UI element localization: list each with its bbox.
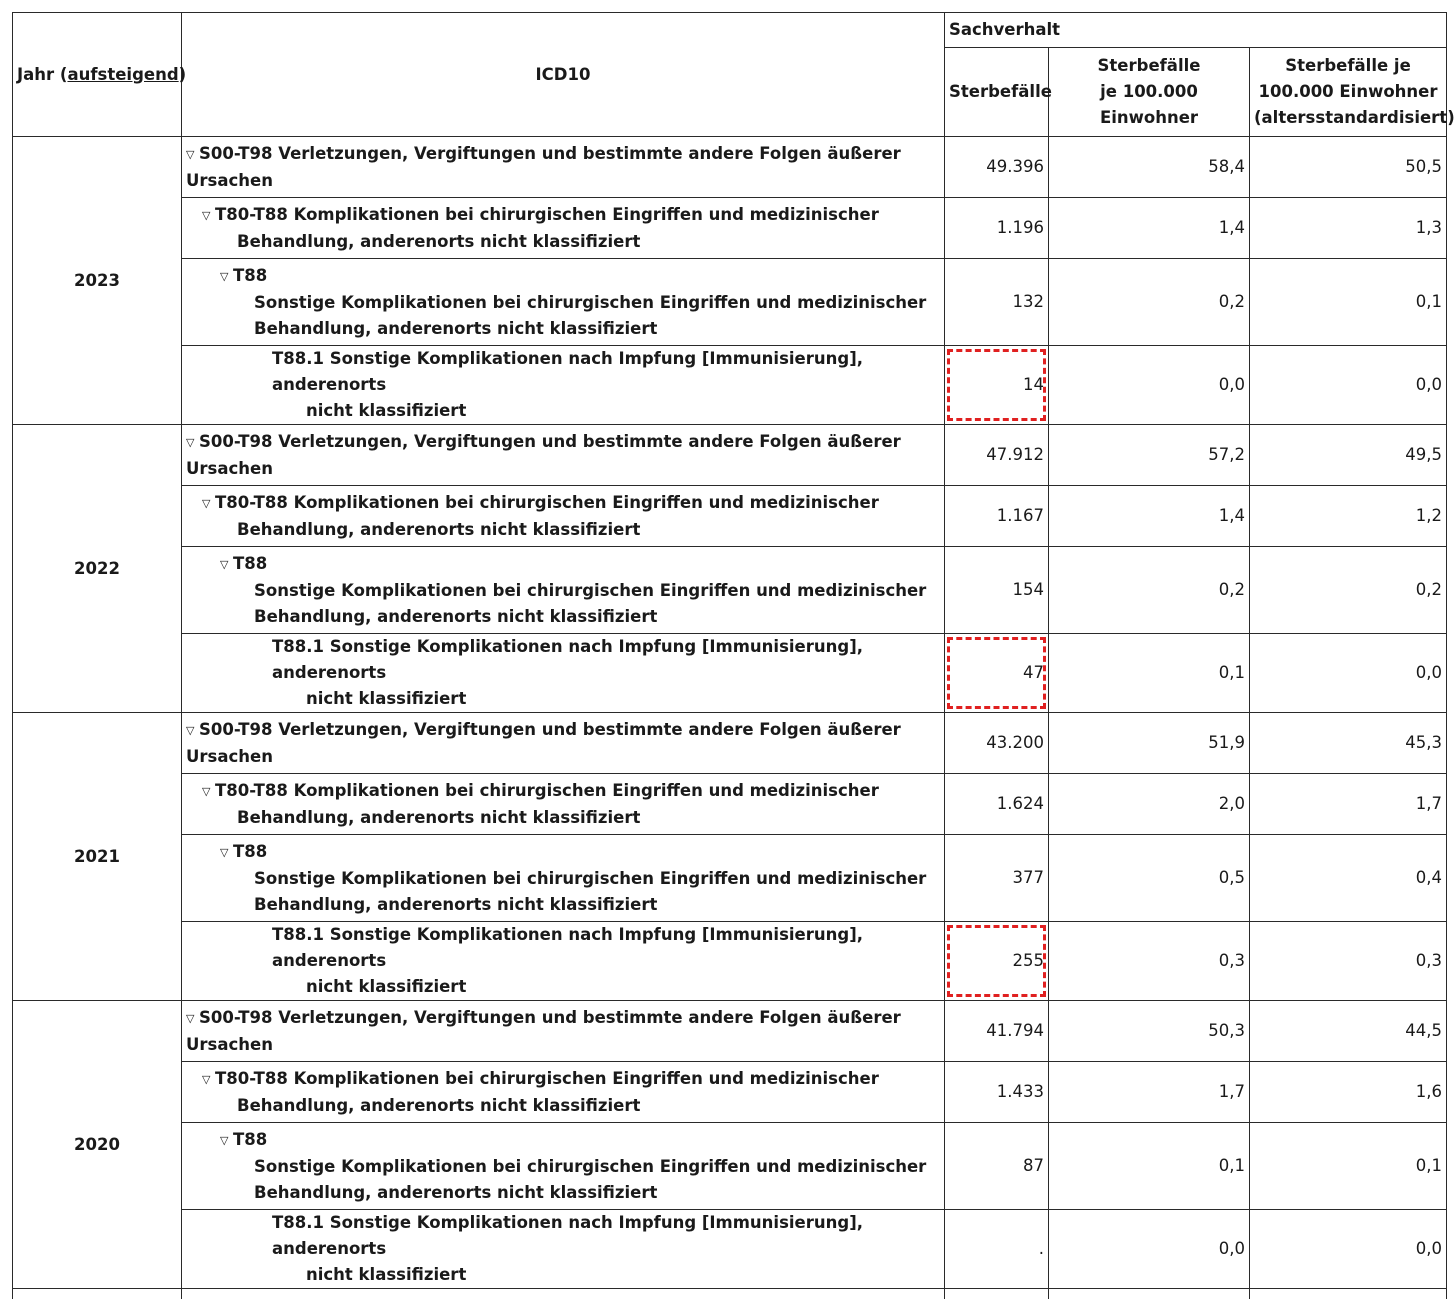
deaths-cell: 1.433 (945, 1062, 1049, 1123)
icd-s00-t98-label: ▽ S00-T98 Verletzungen, Vergiftungen und bestimmte andere Folgen äußerer Ursachen (182, 713, 945, 774)
data-table (12, 12, 1447, 1299)
deaths-cell: 154 (945, 547, 1049, 634)
rate-cell: 2,0 (1049, 774, 1250, 835)
rate-cell: 57,2 (1049, 425, 1250, 486)
rate-cell: 51,9 (1049, 713, 1250, 774)
agestd-rate-cell: 0,0 (1250, 1210, 1447, 1289)
deaths-cell: 377 (945, 835, 1049, 922)
rate-cell: 0,2 (1049, 259, 1250, 346)
rate-cell: 0,1 (1049, 634, 1250, 713)
table-row (13, 1001, 1447, 1062)
icd-t88-label: ▽ T88 Sonstige Komplikationen bei chirurgischen Eingriffen und medizinischer Behandlung, anderenorts nicht klassifiziert (182, 835, 945, 922)
empty-cell (1049, 1289, 1250, 1299)
icd-column-header: ICD10 (182, 13, 945, 137)
icd-t80-t88-label: ▽ T80-T88 Komplikationen bei chirurgischen Eingriffen und medizinischer Behandlung, anderenorts nicht klassifiziert (182, 198, 945, 259)
deaths-cell: 1.624 (945, 774, 1049, 835)
table-row (13, 835, 1447, 922)
year-cell: 2022 (13, 425, 182, 713)
sort-ascending-link[interactable]: aufsteigend (67, 65, 178, 84)
deaths-cell: . (945, 1210, 1049, 1289)
agestd-rate-cell: 0,0 (1250, 634, 1447, 713)
chevron-down-icon[interactable]: ▽ (202, 203, 214, 229)
table-row (13, 547, 1447, 634)
agestd-rate-cell: 1,6 (1250, 1062, 1447, 1123)
deaths-cell: 47 (945, 634, 1049, 713)
table-row (13, 713, 1447, 774)
icd-s00-t98-label: ▽ S00-T98 Verletzungen, Vergiftungen und bestimmte andere Folgen äußerer Ursachen (182, 1001, 945, 1062)
deaths-cell: 41.794 (945, 1001, 1049, 1062)
table-body (13, 137, 1447, 1299)
table-row (13, 259, 1447, 346)
rate-cell: 1,7 (1049, 1062, 1250, 1123)
rate-cell: 0,2 (1049, 547, 1250, 634)
icd-t80-t88-label: ▽ T80-T88 Komplikationen bei chirurgischen Eingriffen und medizinischer Behandlung, anderenorts nicht klassifiziert (182, 774, 945, 835)
rate-cell: 1,4 (1049, 486, 1250, 547)
chevron-down-icon[interactable]: ▽ (186, 430, 198, 456)
icd-t80-t88-label: ▽ T80-T88 Komplikationen bei chirurgischen Eingriffen und medizinischer Behandlung, anderenorts nicht klassifiziert (182, 486, 945, 547)
icd-t80-t88-label: ▽ T80-T88 Komplikationen bei chirurgischen Eingriffen und medizinischer Behandlung, anderenorts nicht klassifiziert (182, 1062, 945, 1123)
rate-cell: 0,5 (1049, 835, 1250, 922)
rate-cell: 0,0 (1049, 346, 1250, 425)
agestd-rate-cell: 49,5 (1250, 425, 1447, 486)
deaths-cell: 255 (945, 922, 1049, 1001)
icd-s00-t98-label: ▽ S00-T98 Verletzungen, Vergiftungen und bestimmte andere Folgen äußerer Ursachen (182, 425, 945, 486)
rate-cell: 0,3 (1049, 922, 1250, 1001)
icd-s00-t98-label: ▽ S00-T98 Verletzungen, Vergiftungen und bestimmte andere Folgen äußerer Ursachen (182, 137, 945, 198)
agestd-rate-cell: 1,3 (1250, 198, 1447, 259)
year-cell: 2021 (13, 713, 182, 1001)
table-row (13, 425, 1447, 486)
rate-cell: 1,4 (1049, 198, 1250, 259)
col-rate-header: Sterbefälle je 100.000 Einwohner (1049, 48, 1250, 137)
chevron-down-icon[interactable]: ▽ (186, 718, 198, 744)
icd-t88-label: ▽ T88 Sonstige Komplikationen bei chirurgischen Eingriffen und medizinischer Behandlung, anderenorts nicht klassifiziert (182, 547, 945, 634)
icd-t88-label: ▽ T88 Sonstige Komplikationen bei chirurgischen Eingriffen und medizinischer Behandlung, anderenorts nicht klassifiziert (182, 259, 945, 346)
chevron-down-icon[interactable]: ▽ (220, 1128, 232, 1154)
table-row (13, 922, 1447, 1001)
chevron-down-icon[interactable]: ▽ (220, 840, 232, 866)
deaths-cell: 47.912 (945, 425, 1049, 486)
agestd-rate-cell: 0,2 (1250, 547, 1447, 634)
icd-t88-1-label: T88.1 Sonstige Komplikationen nach Impfung [Immunisierung], anderenorts nicht klassifiziert (182, 1210, 945, 1289)
deaths-cell: 49.396 (945, 137, 1049, 198)
chevron-down-icon[interactable]: ▽ (202, 491, 214, 517)
agestd-rate-cell: 1,2 (1250, 486, 1447, 547)
table-row (13, 198, 1447, 259)
table-row (13, 137, 1447, 198)
table-row (13, 1062, 1447, 1123)
agestd-rate-cell: 0,3 (1250, 922, 1447, 1001)
deaths-cell: 14 (945, 346, 1049, 425)
icd-t88-1-label: T88.1 Sonstige Komplikationen nach Impfung [Immunisierung], anderenorts nicht klassifiziert (182, 634, 945, 713)
icd-t88-1-label: T88.1 Sonstige Komplikationen nach Impfung [Immunisierung], anderenorts nicht klassifiziert (182, 346, 945, 425)
agestd-rate-cell: 45,3 (1250, 713, 1447, 774)
chevron-down-icon[interactable]: ▽ (202, 779, 214, 805)
agestd-rate-cell: 0,1 (1250, 1123, 1447, 1210)
chevron-down-icon[interactable]: ▽ (202, 1067, 214, 1093)
table-row (13, 774, 1447, 835)
chevron-down-icon[interactable]: ▽ (186, 1006, 198, 1032)
icd-t88-label: ▽ T88 Sonstige Komplikationen bei chirurgischen Eingriffen und medizinischer Behandlung, anderenorts nicht klassifiziert (182, 1123, 945, 1210)
rate-cell: 0,0 (1049, 1210, 1250, 1289)
deaths-cell: 1.196 (945, 198, 1049, 259)
col-deaths-header: Sterbefälle (945, 48, 1049, 137)
agestd-rate-cell: 0,4 (1250, 835, 1447, 922)
deaths-cell: 87 (945, 1123, 1049, 1210)
empty-cell (13, 1289, 182, 1299)
deaths-cell: 1.167 (945, 486, 1049, 547)
table-row (13, 1123, 1447, 1210)
rate-cell: 58,4 (1049, 137, 1250, 198)
year-cell: 2023 (13, 137, 182, 425)
year-cell: 2020 (13, 1001, 182, 1289)
empty-cell (945, 1289, 1049, 1299)
chevron-down-icon[interactable]: ▽ (220, 264, 232, 290)
icd-t88-1-label: T88.1 Sonstige Komplikationen nach Impfung [Immunisierung], anderenorts nicht klassifiziert (182, 922, 945, 1001)
agestd-rate-cell: 0,1 (1250, 259, 1447, 346)
agestd-rate-cell: 1,7 (1250, 774, 1447, 835)
deaths-cell: 132 (945, 259, 1049, 346)
table-row (13, 1289, 1447, 1299)
empty-cell (182, 1289, 945, 1299)
deaths-cell: 43.200 (945, 713, 1049, 774)
group-header: Sachverhalt (945, 13, 1447, 48)
rate-cell: 50,3 (1049, 1001, 1250, 1062)
col-agestd-header: Sterbefälle je 100.000 Einwohner (altersstandardisiert) (1250, 48, 1447, 137)
chevron-down-icon[interactable]: ▽ (220, 552, 232, 578)
chevron-down-icon[interactable]: ▽ (186, 142, 198, 168)
table-row (13, 346, 1447, 425)
table-row (13, 486, 1447, 547)
table-row (13, 634, 1447, 713)
agestd-rate-cell: 50,5 (1250, 137, 1447, 198)
agestd-rate-cell: 44,5 (1250, 1001, 1447, 1062)
agestd-rate-cell: 0,0 (1250, 346, 1447, 425)
table-row (13, 1210, 1447, 1289)
empty-cell (1250, 1289, 1447, 1299)
rate-cell: 0,1 (1049, 1123, 1250, 1210)
year-column-header: Jahr (aufsteigend) (13, 13, 182, 137)
